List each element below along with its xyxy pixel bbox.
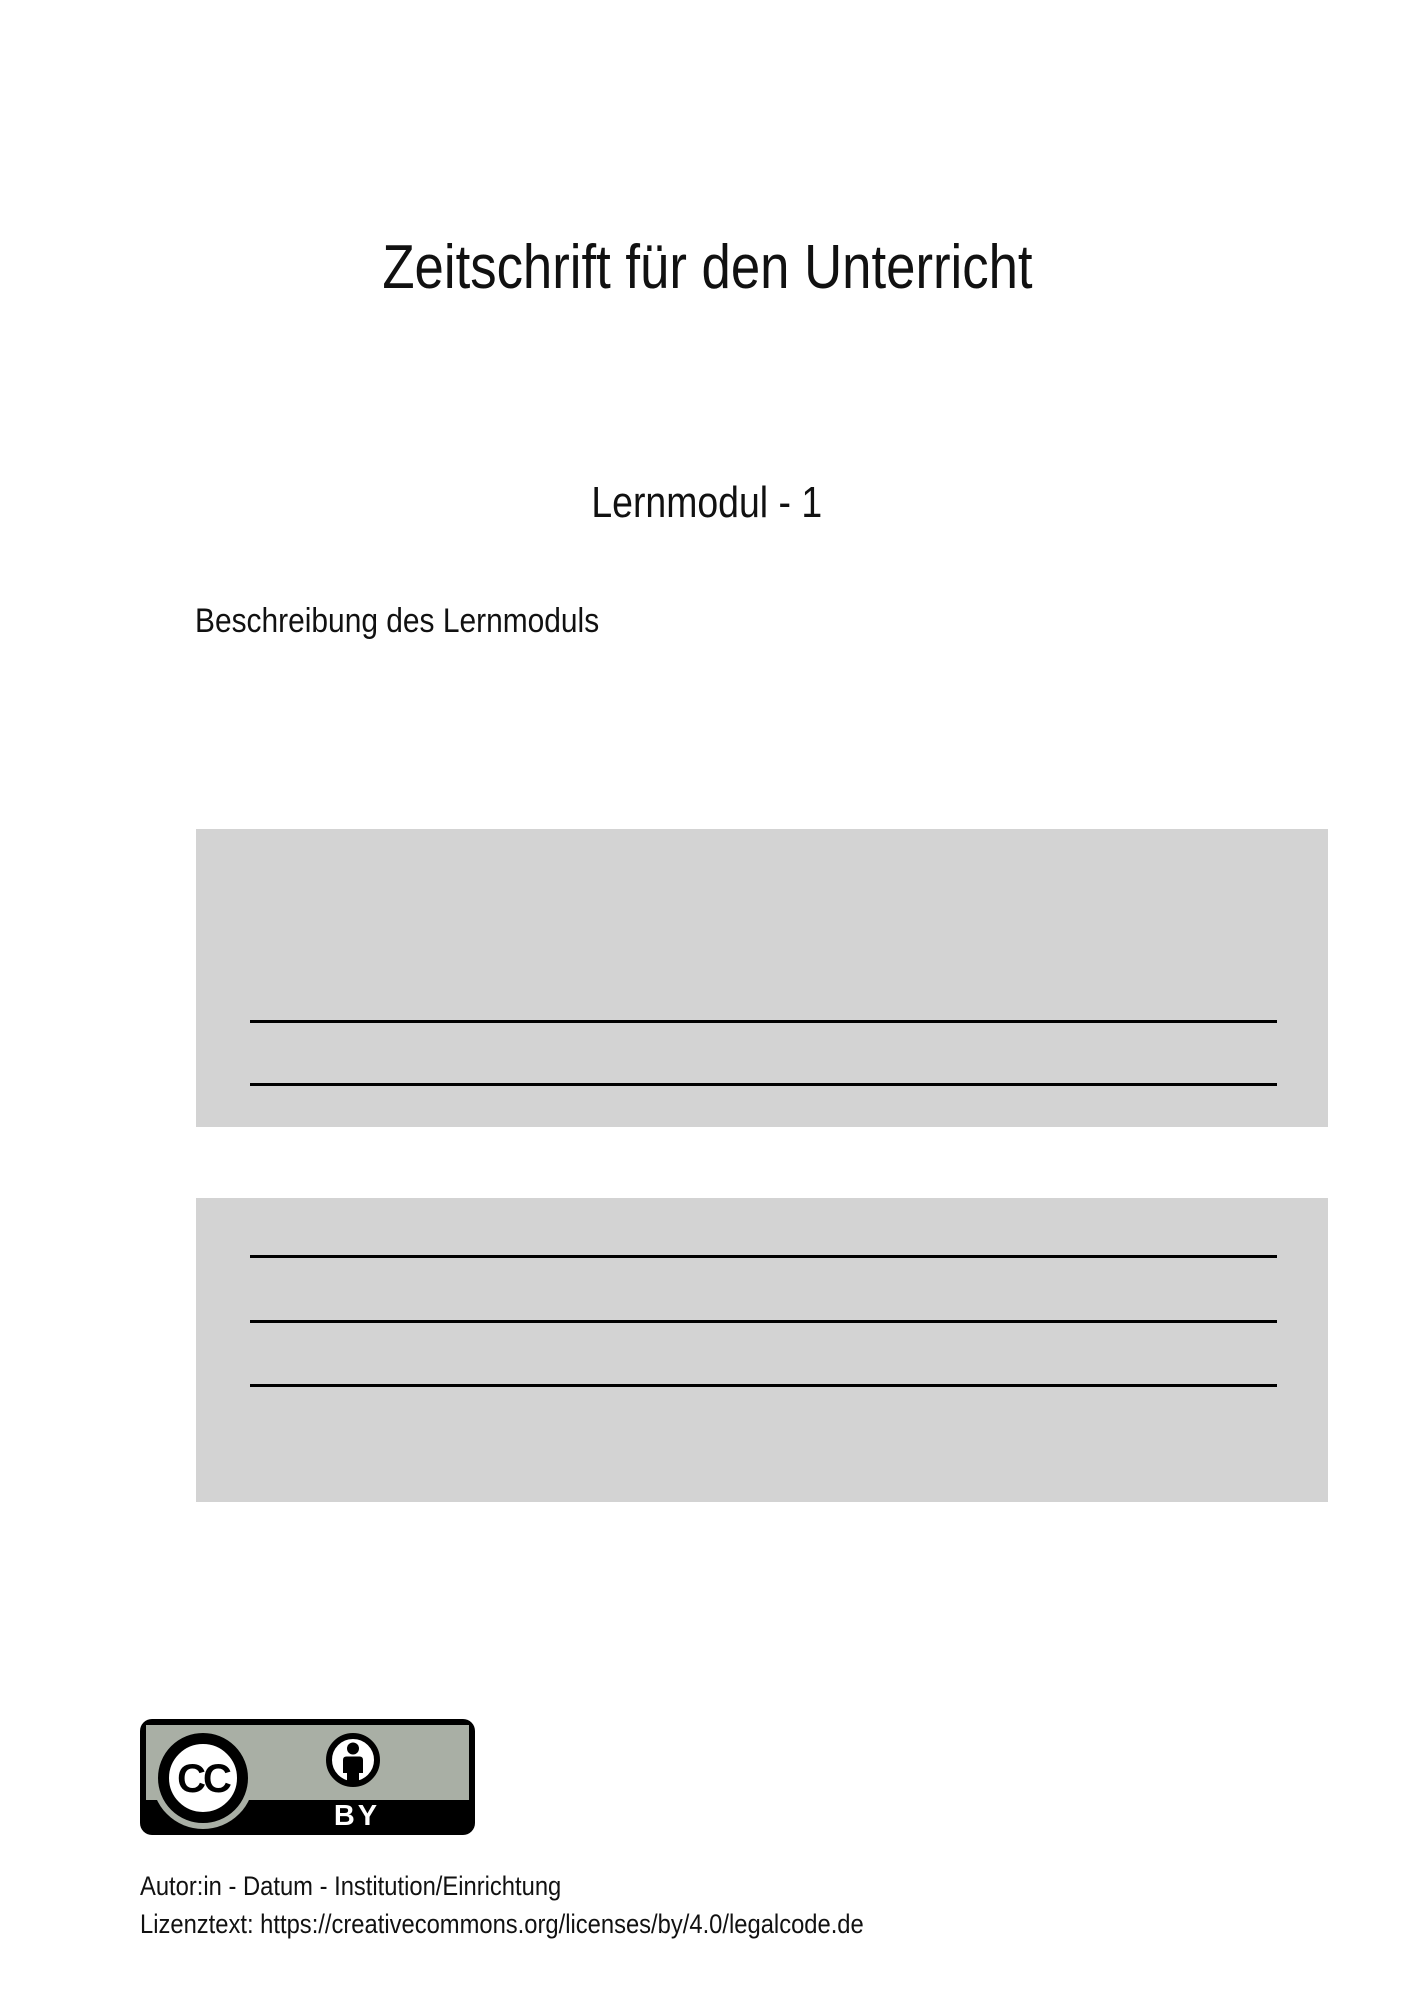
license-text-line-text: Lizenztext: https://creativecommons.org/licenses/by/4.0/legalcode.de — [140, 1909, 864, 1939]
ruled-line — [250, 1384, 1277, 1387]
section-heading-text: Beschreibung des Lernmoduls — [195, 602, 600, 640]
ruled-line — [250, 1255, 1277, 1258]
badge-by-text: BY — [333, 1800, 381, 1832]
attribution-person-icon — [329, 1736, 377, 1784]
attribution-line-text: Autor:in - Datum - Institution/Einrichtung — [140, 1871, 562, 1901]
ruled-line — [250, 1020, 1277, 1023]
license-text-line — [140, 1905, 962, 1943]
section-heading — [195, 599, 654, 643]
cc-by-license-badge[interactable] — [140, 1719, 475, 1835]
ruled-line — [250, 1320, 1277, 1323]
module-subtitle — [0, 478, 1414, 528]
ruled-line — [250, 1083, 1277, 1086]
answer-box-2[interactable] — [196, 1198, 1328, 1502]
license-footer — [140, 1867, 962, 1943]
answer-box-1[interactable] — [196, 829, 1328, 1127]
cc-logo-text: CC — [177, 1757, 229, 1801]
cc-logo-icon — [152, 1727, 254, 1829]
page-title — [0, 233, 1414, 303]
page-title-text: Zeitschrift für den Unterricht — [381, 233, 1033, 302]
module-subtitle-text: Lernmodul - 1 — [591, 478, 823, 527]
attribution-line — [140, 1867, 962, 1905]
